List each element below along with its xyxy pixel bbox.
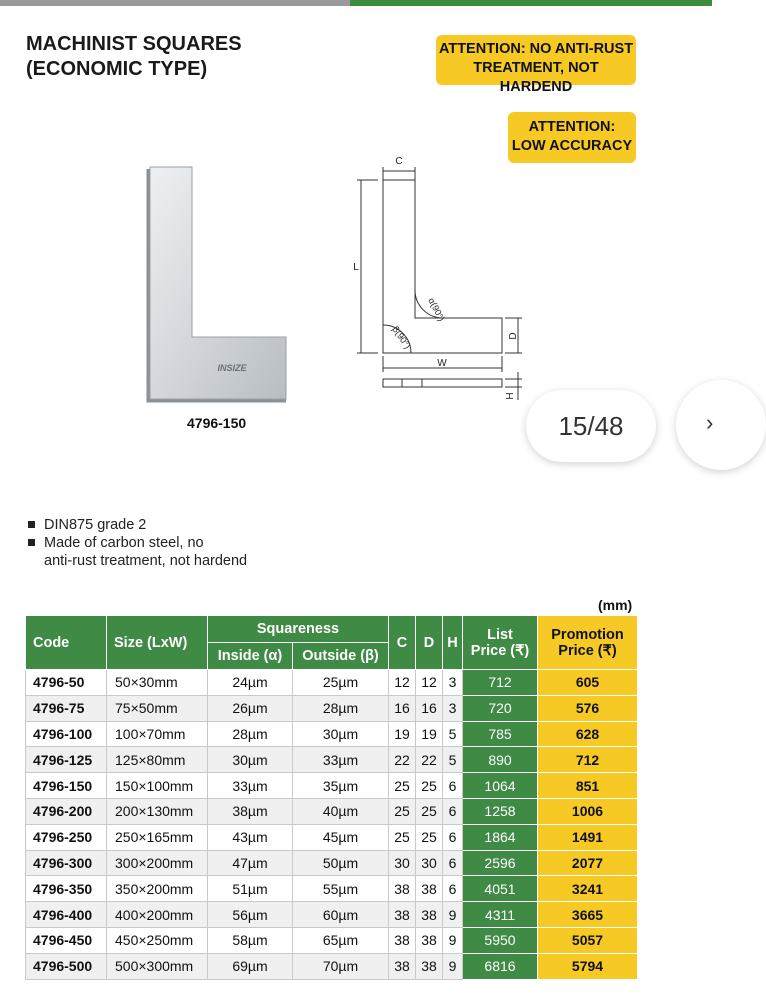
cell-d: 19 — [416, 721, 443, 747]
cell-h: 6 — [443, 850, 463, 876]
cell-inside: 69µm — [208, 953, 293, 979]
page-counter[interactable]: 15/48 — [526, 390, 656, 462]
cell-promo: 3241 — [538, 876, 638, 902]
label-d: D — [508, 332, 519, 340]
cell-promo: 2077 — [538, 850, 638, 876]
cell-d: 25 — [416, 824, 443, 850]
cell-c: 38 — [389, 876, 416, 902]
cell-promo: 5794 — [538, 953, 638, 979]
header-size: Size (LxW) — [107, 616, 208, 670]
product-caption: 4796-150 — [187, 415, 247, 431]
cell-outside: 33µm — [293, 747, 389, 773]
cell-outside: 55µm — [293, 876, 389, 902]
cell-size: 300×200mm — [107, 850, 208, 876]
cell-list: 1864 — [463, 824, 538, 850]
cell-inside: 47µm — [208, 850, 293, 876]
cell-c: 19 — [389, 721, 416, 747]
attention-low-accuracy-badge: ATTENTION: LOW ACCURACY — [508, 112, 636, 163]
cell-list: 1064 — [463, 773, 538, 799]
cell-list: 712 — [463, 670, 538, 696]
cell-h: 9 — [443, 953, 463, 979]
cell-h: 3 — [443, 695, 463, 721]
cell-promo: 5057 — [538, 927, 638, 953]
cell-d: 38 — [416, 927, 443, 953]
cell-list: 720 — [463, 695, 538, 721]
cell-inside: 56µm — [208, 902, 293, 928]
cell-size: 50×30mm — [107, 670, 208, 696]
cell-size: 400×200mm — [107, 902, 208, 928]
cell-code: 4796-400 — [26, 902, 107, 928]
cell-outside: 25µm — [293, 670, 389, 696]
header-h: H — [443, 616, 463, 670]
cell-h: 5 — [443, 721, 463, 747]
cell-d: 22 — [416, 747, 443, 773]
cell-list: 4311 — [463, 902, 538, 928]
cell-inside: 30µm — [208, 747, 293, 773]
page-title — [26, 32, 242, 82]
cell-c: 25 — [389, 773, 416, 799]
cell-inside: 43µm — [208, 824, 293, 850]
table-row — [26, 773, 638, 799]
cell-d: 38 — [416, 953, 443, 979]
label-c: C — [395, 156, 403, 167]
cell-c: 25 — [389, 824, 416, 850]
table-row — [26, 953, 638, 979]
top-bar-gray — [0, 0, 350, 6]
cell-size: 450×250mm — [107, 927, 208, 953]
cell-promo: 628 — [538, 721, 638, 747]
cell-list: 890 — [463, 747, 538, 773]
cell-size: 150×100mm — [107, 773, 208, 799]
cell-outside: 70µm — [293, 953, 389, 979]
cell-d: 25 — [416, 773, 443, 799]
cell-inside: 26µm — [208, 695, 293, 721]
cell-inside: 24µm — [208, 670, 293, 696]
cell-outside: 35µm — [293, 773, 389, 799]
cell-promo: 3665 — [538, 902, 638, 928]
cell-d: 25 — [416, 798, 443, 824]
label-h: H — [505, 392, 516, 400]
cell-code: 4796-125 — [26, 747, 107, 773]
title-line-1: MACHINIST SQUARES — [26, 33, 242, 55]
cell-d: 30 — [416, 850, 443, 876]
cell-c: 16 — [389, 695, 416, 721]
cell-c: 25 — [389, 798, 416, 824]
label-beta: β(90°) — [390, 324, 413, 351]
cell-d: 38 — [416, 876, 443, 902]
cell-code: 4796-350 — [26, 876, 107, 902]
cell-code: 4796-75 — [26, 695, 107, 721]
cell-size: 350×200mm — [107, 876, 208, 902]
cell-size: 500×300mm — [107, 953, 208, 979]
cell-outside: 65µm — [293, 927, 389, 953]
table-row — [26, 695, 638, 721]
cell-size: 100×70mm — [107, 721, 208, 747]
cell-d: 16 — [416, 695, 443, 721]
cell-h: 9 — [443, 927, 463, 953]
cell-h: 6 — [443, 773, 463, 799]
label-alpha: α(90°) — [426, 296, 447, 323]
header-c: C — [389, 616, 416, 670]
table-row — [26, 747, 638, 773]
cell-list: 1258 — [463, 798, 538, 824]
cell-size: 75×50mm — [107, 695, 208, 721]
cell-size: 200×130mm — [107, 798, 208, 824]
table-row — [26, 721, 638, 747]
cell-list: 4051 — [463, 876, 538, 902]
header-outside: Outside (β) — [293, 643, 389, 670]
header-d: D — [416, 616, 443, 670]
next-page-button[interactable] — [676, 380, 766, 470]
cell-c: 12 — [389, 670, 416, 696]
cell-promo: 1006 — [538, 798, 638, 824]
table-row — [26, 798, 638, 824]
cell-promo: 605 — [538, 670, 638, 696]
cell-c: 22 — [389, 747, 416, 773]
brand-logo: INSIZE — [217, 363, 247, 373]
table-row — [26, 850, 638, 876]
cell-d: 12 — [416, 670, 443, 696]
feature-list — [26, 516, 247, 570]
cell-outside: 60µm — [293, 902, 389, 928]
cell-code: 4796-500 — [26, 953, 107, 979]
cell-code: 4796-250 — [26, 824, 107, 850]
attention-no-anti-rust-badge: ATTENTION: NO ANTI-RUST TREATMENT, NOT HARDEND — [436, 35, 636, 85]
list-item: Made of carbon steel, no — [26, 534, 247, 552]
cell-inside: 33µm — [208, 773, 293, 799]
title-line-2: (ECONOMIC TYPE) — [26, 58, 208, 80]
cell-code: 4796-300 — [26, 850, 107, 876]
cell-outside: 50µm — [293, 850, 389, 876]
cell-c: 38 — [389, 902, 416, 928]
header-code: Code — [26, 616, 107, 670]
cell-code: 4796-450 — [26, 927, 107, 953]
list-item: DIN875 grade 2 — [26, 516, 247, 534]
cell-code: 4796-100 — [26, 721, 107, 747]
cell-promo: 851 — [538, 773, 638, 799]
cell-d: 38 — [416, 902, 443, 928]
cell-h: 5 — [443, 747, 463, 773]
cell-outside: 28µm — [293, 695, 389, 721]
cell-code: 4796-50 — [26, 670, 107, 696]
cell-c: 38 — [389, 953, 416, 979]
bullet-icon — [28, 539, 35, 546]
cell-code: 4796-150 — [26, 773, 107, 799]
cell-size: 125×80mm — [107, 747, 208, 773]
header-promotion-price: Promotion Price (₹) — [538, 616, 638, 670]
cell-list: 2596 — [463, 850, 538, 876]
cell-size: 250×165mm — [107, 824, 208, 850]
chevron-right-icon: › — [706, 410, 714, 435]
table-row — [26, 824, 638, 850]
table-row — [26, 927, 638, 953]
cell-list: 5950 — [463, 927, 538, 953]
table-row — [26, 670, 638, 696]
cell-outside: 45µm — [293, 824, 389, 850]
cell-h: 9 — [443, 902, 463, 928]
cell-outside: 30µm — [293, 721, 389, 747]
cell-list: 785 — [463, 721, 538, 747]
cell-inside: 58µm — [208, 927, 293, 953]
header-squareness: Squareness — [208, 616, 389, 643]
cell-inside: 28µm — [208, 721, 293, 747]
label-w: W — [437, 358, 447, 369]
bullet-icon — [28, 521, 35, 528]
table-row — [26, 902, 638, 928]
label-l: L — [353, 262, 359, 273]
unit-label: (mm) — [598, 597, 633, 613]
cell-h: 3 — [443, 670, 463, 696]
table-row — [26, 876, 638, 902]
header-list-price: List Price (₹) — [463, 616, 538, 670]
cell-h: 6 — [443, 824, 463, 850]
cell-inside: 51µm — [208, 876, 293, 902]
cell-code: 4796-200 — [26, 798, 107, 824]
product-image — [148, 165, 288, 405]
cell-c: 38 — [389, 927, 416, 953]
header-inside: Inside (α) — [208, 643, 293, 670]
cell-c: 30 — [389, 850, 416, 876]
spec-table — [25, 615, 638, 980]
cell-promo: 712 — [538, 747, 638, 773]
dimension-drawing — [350, 150, 530, 405]
cell-h: 6 — [443, 876, 463, 902]
cell-promo: 1491 — [538, 824, 638, 850]
cell-outside: 40µm — [293, 798, 389, 824]
cell-list: 6816 — [463, 953, 538, 979]
list-item-continuation: anti-rust treatment, not hardend — [44, 553, 248, 569]
cell-inside: 38µm — [208, 798, 293, 824]
top-bar-green — [350, 0, 712, 6]
cell-promo: 576 — [538, 695, 638, 721]
cell-h: 6 — [443, 798, 463, 824]
